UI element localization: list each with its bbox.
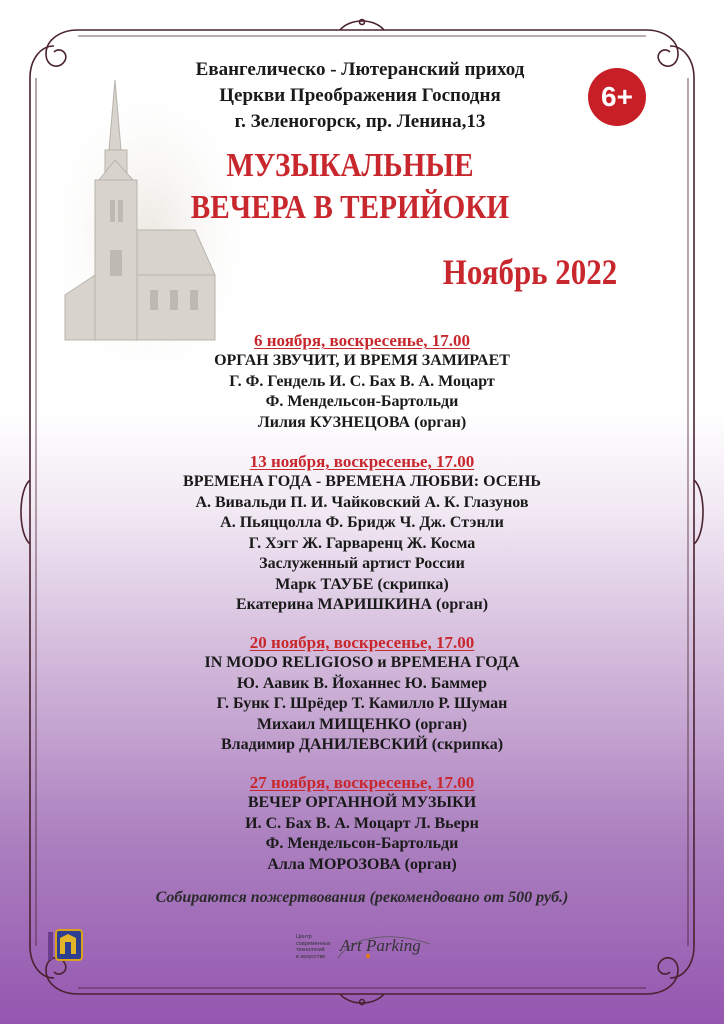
event-line: Алла МОРОЗОВА (орган) [267, 855, 457, 873]
event-line: Г. Хэгг Ж. Гарваренц Ж. Косма [248, 534, 476, 552]
event-line: Лилия КУЗНЕЦОВА (орган) [257, 413, 467, 431]
event-title: IN MODO RELIGIOSO и ВРЕМЕНА ГОДА [204, 654, 520, 671]
age-rating-badge: 6+ [588, 68, 646, 126]
event-block [90, 330, 634, 433]
event-line: Заслуженный артист России [259, 555, 465, 572]
event-title: ОРГАН ЗВУЧИТ, И ВРЕМЯ ЗАМИРАЕТ [214, 352, 510, 369]
month-heading: Ноябрь 2022 [442, 252, 618, 292]
title-line-2: ВЕЧЕРА В ТЕРИЙОКИ [190, 189, 510, 226]
event-date: 27 ноября, воскресенье, 17.00 [249, 773, 475, 792]
header-line-3: г. Зеленогорск, пр. Ленина,13 [234, 111, 486, 132]
event-line: А. Вивальди П. И. Чайковский А. К. Глазунов [195, 493, 529, 511]
event-date: 13 ноября, воскресенье, 17.00 [249, 452, 475, 471]
header-line-2: Церкви Преображения Господня [219, 85, 501, 106]
event-line: Михаил МИЩЕНКО (орган) [256, 715, 468, 733]
sponsor-name: Art Parking [340, 936, 421, 955]
event-line: Екатерина МАРИШКИНА (орган) [235, 596, 489, 613]
event-title: ВЕЧЕР ОРГАННОЙ МУЗЫКИ [247, 794, 477, 811]
event-line: Г. Бунк Г. Шрёдер Т. Камилло Р. Шуман [216, 695, 508, 712]
event-line: Владимир ДАНИЛЕВСКИЙ (скрипка) [220, 736, 504, 753]
event-date: 20 ноября, воскресенье, 17.00 [249, 633, 475, 652]
organization-logo-icon [46, 924, 90, 968]
event-line: И. С. Бах В. А. Моцарт Л. Вьерн [245, 814, 479, 832]
event-line: Ф. Мендельсон-Бартольди [265, 835, 459, 852]
event-block [90, 451, 634, 616]
donation-note: Собираются пожертвования (рекомендовано от 500 руб.) [155, 889, 569, 906]
title-line-1: МУЗЫКАЛЬНЫЕ [226, 147, 474, 184]
event-block [90, 632, 634, 756]
art-parking-logo [296, 930, 436, 970]
event-block [90, 772, 634, 875]
header-line-1: Евангелическо - Лютеранский приход [195, 59, 525, 80]
event-title: ВРЕМЕНА ГОДА - ВРЕМЕНА ЛЮБВИ: ОСЕНЬ [183, 473, 541, 490]
event-line: А. Пьяццолла Ф. Бридж Ч. Дж. Стэнли [220, 514, 504, 531]
event-line: Ф. Мендельсон-Бартольди [265, 393, 459, 410]
sponsor-tagline: Центр современных технологий в искусстве [296, 934, 331, 960]
event-line: Г. Ф. Гендель И. С. Бах В. А. Моцарт [229, 372, 495, 390]
event-line: Ю. Аавик В. Йоханнес Ю. Баммер [236, 674, 488, 692]
event-date: 6 ноября, воскресенье, 17.00 [253, 331, 471, 350]
event-line: Марк ТАУБЕ (скрипка) [275, 575, 449, 593]
